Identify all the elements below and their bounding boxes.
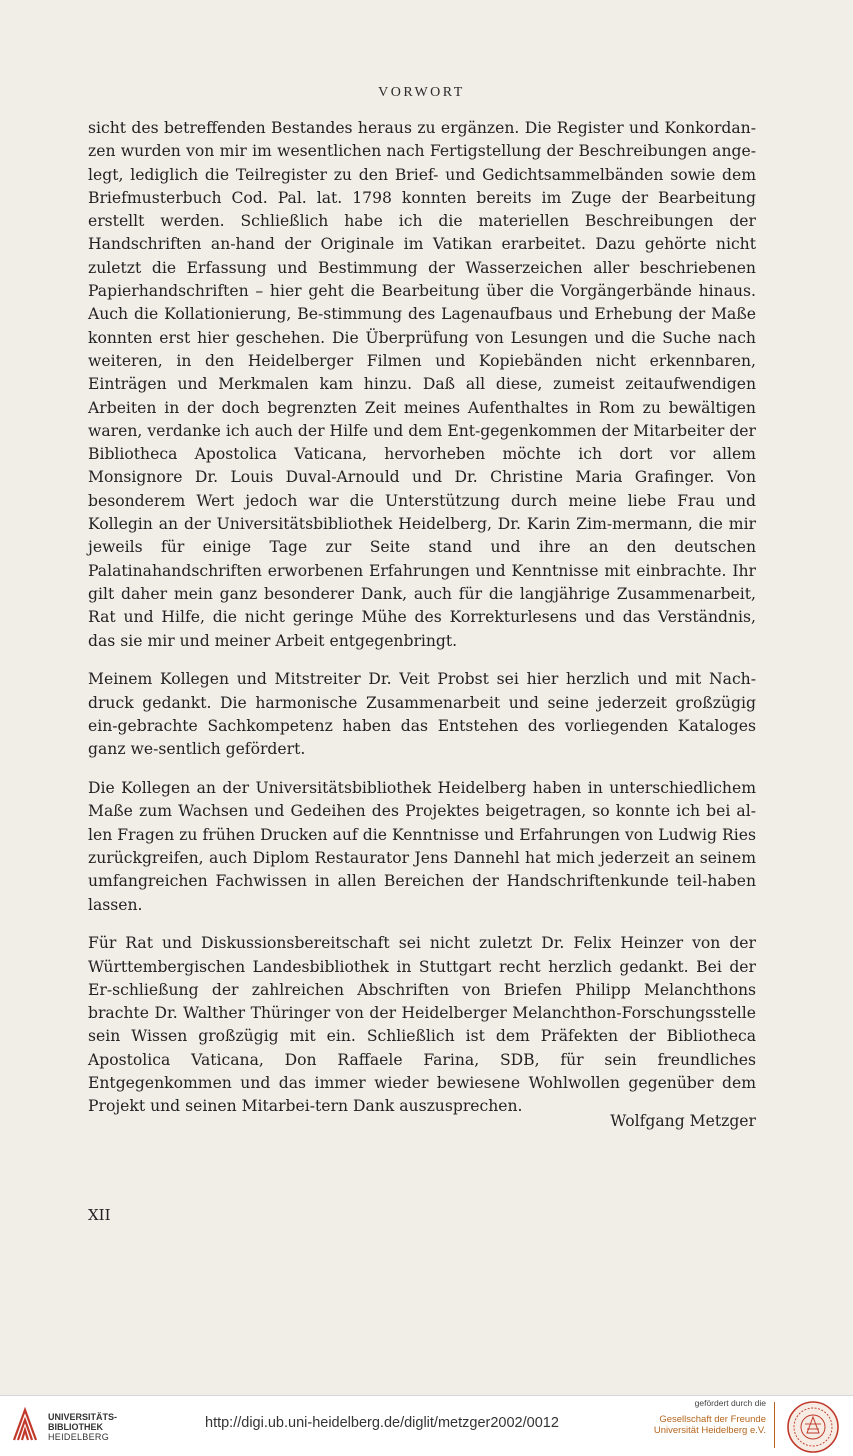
text-line: haben lassen.	[88, 872, 756, 914]
text-line: Meinem Kollegen und Mitstreiter Dr. Veit Probst sei hier herzlich und mit Nach-	[88, 670, 756, 689]
text-line: geht die Bearbeitung über die Vorgängerbände hinaus. Auch die Kollationierung, Be-	[88, 282, 756, 324]
text-line: Die Kollegen an der Universitätsbibliothek Heidelberg haben in unterschiedlichem	[88, 779, 756, 798]
text-line: gebrachte Sachkompetenz haben das Entstehen des vorliegenden Kataloges ganz we-	[88, 716, 756, 759]
text-line: Aufenthaltes in Rom zu bewältigen waren, verdanke ich auch der Hilfe und dem Ent-	[88, 398, 756, 440]
text-line: werden. Schließlich habe ich die materiellen Beschreibungen der Handschriften an-	[88, 212, 756, 254]
text-line: stimmung des Lagenaufbaus und Erhebung der Maße konnten erst hier geschehen.	[88, 305, 756, 347]
sponsor-name-line2: Universität Heidelberg e.V.	[653, 1425, 766, 1436]
text-line: Ries zurückgreifen, auch Diplom Restaurator Jens Dannehl hat mich jederzeit an	[88, 825, 756, 867]
paragraph	[88, 668, 756, 761]
author-signature: Wolfgang Metzger	[610, 1112, 756, 1130]
text-line: Maria Grafinger. Von besonderem Wert jedoch war die Unterstützung durch meine	[88, 468, 756, 510]
text-line: liebe Frau und Kollegin an der Universitätsbibliothek Heidelberg, Dr. Karin Zim-	[88, 491, 756, 534]
sponsor-credit	[630, 1398, 766, 1436]
text-line: Maße zum Wachsen und Gedeihen des Projektes beigetragen, so konnte ich bei al-	[88, 802, 756, 821]
permalink-url[interactable]: http://digi.ub.uni-heidelberg.de/diglit/metzger2002/0012	[205, 1415, 559, 1431]
text-line: Vaticana, Don Raffaele Farina, SDB, für sein freundliches Entgegenkommen und das	[88, 1050, 756, 1093]
library-name-line2: BIBLIOTHEK	[48, 1422, 103, 1432]
ub-heidelberg-logo-icon[interactable]	[10, 1406, 40, 1444]
text-line: immer wieder bewiesene Wohlwollen gegenüber dem Projekt und seinen Mitarbei-	[88, 1074, 756, 1116]
text-line: len Fragen zu frühen Drucken auf die Kenntnisse und Erfahrungen von Ludwig	[88, 825, 717, 844]
text-line: Palatinahandschriften erworbenen Erfahrungen und Kenntnisse mit einbrachte. Ihr	[88, 561, 756, 580]
text-line: Wissen großzügig mit ein. Schließlich ist dem Präfekten der Bibliotheca Apostolica	[88, 1027, 756, 1069]
viewer-footer	[0, 1395, 853, 1456]
sponsor-intro: gefördert durch die	[694, 1398, 766, 1408]
body-text	[88, 117, 756, 1134]
running-head: VORWORT	[378, 85, 465, 100]
library-name-line1: UNIVERSITÄTS-	[48, 1412, 118, 1422]
library-name	[48, 1412, 117, 1442]
text-line: seinem umfangreichen Fachwissen in allen Bereichen der Handschriftenkunde teil-	[88, 848, 756, 891]
sponsor-name-line1: Gesellschaft der Freunde	[659, 1414, 766, 1425]
text-line: mermann, die mir jeweils für einige Tage zur Seite stand und ihre an den deutschen	[88, 515, 757, 557]
text-line: sicht des betreffenden Bestandes heraus zu ergänzen. Die Register und Konkordan-	[88, 119, 756, 137]
text-line: tern Dank auszusprechen.	[315, 1097, 523, 1116]
text-line: gegenkommen der Mitarbeiter der Bibliotheca Apostolica Vaticana, hervorheben	[88, 421, 756, 464]
library-name-line3: HEIDELBERG	[48, 1432, 110, 1442]
text-line: mir und meiner Arbeit entgegenbringt.	[147, 631, 458, 650]
paragraph	[88, 117, 756, 653]
text-line: zen wurden von mir im wesentlichen nach Fertigstellung der Beschreibungen ange-	[88, 142, 756, 161]
paragraph	[88, 932, 756, 1118]
text-line: druck gedankt. Die harmonische Zusammenarbeit und seine jederzeit großzügig ein-	[88, 693, 756, 735]
page-number: XII	[88, 1206, 111, 1224]
text-line: und Hilfe, die nicht geringe Mühe des Korrekturlesens und das Verständnis, das sie	[88, 608, 756, 650]
text-line: möchte ich dort vor allem Monsignore Dr. Louis Duval-Arnould und Dr. Christine	[88, 445, 756, 487]
university-seal-icon[interactable]	[786, 1400, 840, 1454]
text-line: Daß all diese, zumeist zeitaufwendigen Arbeiten in der doch begrenzten Zeit meines	[88, 375, 756, 417]
text-line: schließung der zahlreichen Abschriften von Briefen Philipp Melanchthons brachte	[88, 980, 756, 1023]
text-line: Dr. Walther Thüringer von der Heidelberger Melanchthon-Forschungsstelle sein	[88, 1004, 756, 1046]
text-line: hand der Originale im Vatikan erarbeitet. Dazu gehörte nicht zuletzt die Erfassung	[88, 235, 756, 277]
text-line: Die Überprüfung von Lesungen und die Suche nach weiteren, in den Heidelberger	[88, 328, 756, 370]
paragraph	[88, 777, 756, 917]
text-line: und Bestimmung der Wasserzeichen aller beschriebenen Papierhandschriften – hier	[88, 258, 756, 301]
text-line: Briefmusterbuch Cod. Pal. lat. 1798 konnten bereits im Zuge der Bearbeitung erstellt	[88, 188, 756, 231]
text-line: Filmen und Kopiebänden nicht erkennbaren, Einträgen und Merkmalen kam hinzu.	[88, 351, 756, 394]
text-line: legt, lediglich die Teilregister zu den Brief- und Gedichtsammelbänden sowie dem	[88, 165, 756, 184]
text-line: sentlich gefördert.	[158, 740, 306, 759]
text-line: Württembergischen Landesbibliothek in Stuttgart recht herzlich gedankt. Bei der Er-	[88, 957, 756, 999]
text-line: gilt daher mein ganz besonderer Dank, auch für die langjährige Zusammenarbeit, Rat	[88, 584, 756, 627]
sponsor-divider	[774, 1402, 775, 1448]
text-line: Für Rat und Diskussionsbereitschaft sei nicht zuletzt Dr. Felix Heinzer von der	[88, 934, 756, 953]
